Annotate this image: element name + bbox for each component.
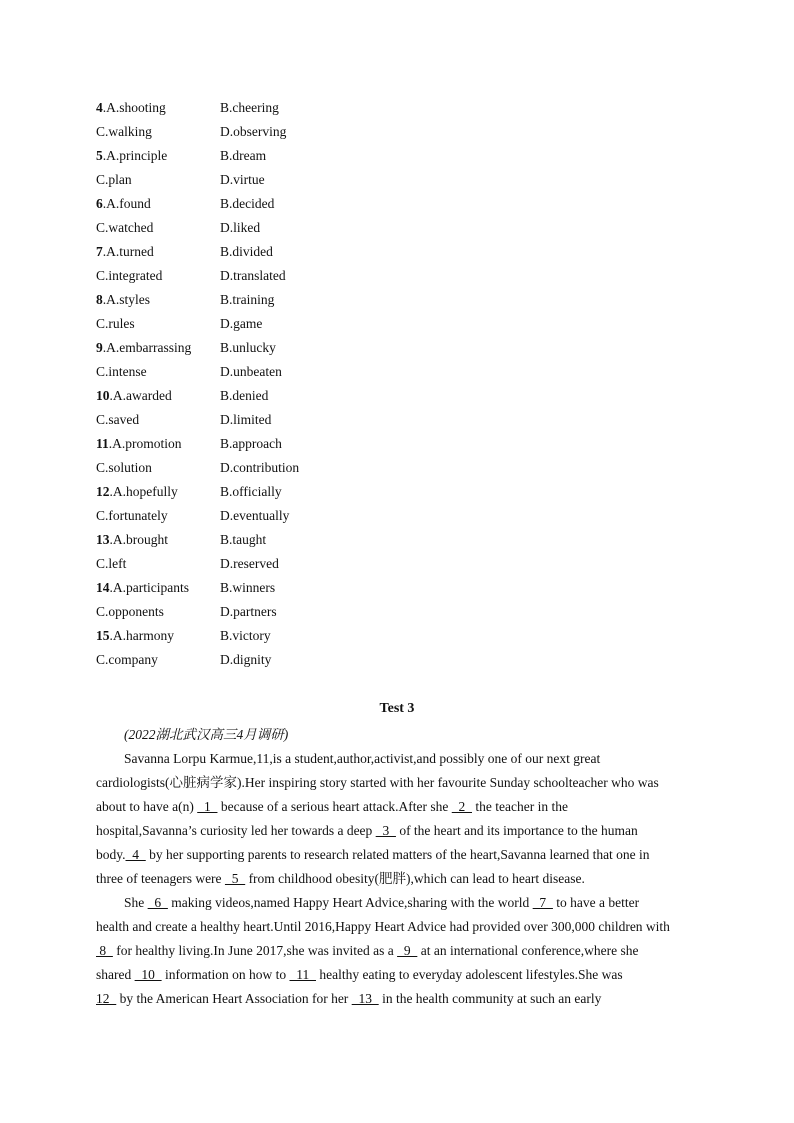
question-number: 9 <box>96 340 103 355</box>
option-a-text: .A.brought <box>109 532 168 547</box>
option-row <box>96 506 656 530</box>
option-c: C.left <box>96 556 127 571</box>
passage-text: at an international conference,where she <box>417 943 639 958</box>
option-a-text: .A.turned <box>102 244 154 259</box>
passage-text: health and create a healthy heart.Until 2016,Happy Heart Advice had provided over 300,000 children with <box>96 919 670 934</box>
option-a <box>96 530 220 554</box>
question-number: 14 <box>96 580 110 595</box>
option-a-text: .A.awarded <box>109 388 172 403</box>
option-b: B.unlucky <box>220 340 276 355</box>
option-row <box>96 626 656 650</box>
option-row <box>96 602 656 626</box>
passage-line <box>96 915 696 939</box>
option-c: C.company <box>96 652 158 667</box>
option-c: C.saved <box>96 412 140 427</box>
option-d: D.unbeaten <box>220 364 282 379</box>
passage-text: about to have a(n) <box>96 799 198 814</box>
option-row <box>96 530 656 554</box>
passage-line <box>96 891 696 915</box>
option-b: B.denied <box>220 388 269 403</box>
option-a-text: .A.hopefully <box>109 484 178 499</box>
source-line <box>96 723 696 747</box>
question-number: 6 <box>96 196 103 211</box>
question-number: 13 <box>96 532 110 547</box>
option-a <box>96 434 220 458</box>
option-row <box>96 362 656 386</box>
answer-blank: 7 <box>532 895 553 910</box>
option-row <box>96 386 656 410</box>
passage-text: of the heart and its importance to the human <box>395 823 638 838</box>
option-row <box>96 290 656 314</box>
option-d: D.dignity <box>220 652 272 667</box>
option-a-text: .A.shooting <box>102 100 166 115</box>
option-a-text: .A.found <box>102 196 151 211</box>
option-a <box>96 290 220 314</box>
option-a <box>96 98 220 122</box>
option-row <box>96 314 656 338</box>
option-row <box>96 146 656 170</box>
option-row <box>96 578 656 602</box>
passage-text: from childhood obesity(肥胖),which can lead to heart disease. <box>245 871 585 886</box>
answer-blank: 6 <box>147 895 168 910</box>
option-c: C.integrated <box>96 268 163 283</box>
option-row <box>96 194 656 218</box>
passage-line <box>96 819 696 843</box>
passage-line <box>96 795 696 819</box>
question-number: 5 <box>96 148 103 163</box>
passage-text: Savanna Lorpu Karmue,11,is a student,author,activist,and possibly one of our next great <box>124 751 601 766</box>
answer-blank: 4 <box>125 847 146 862</box>
option-b: B.cheering <box>220 100 279 115</box>
answer-blank: 3 <box>375 823 396 838</box>
option-d: D.observing <box>220 124 287 139</box>
option-a <box>96 578 220 602</box>
option-d: D.partners <box>220 604 277 619</box>
option-a-text: .A.principle <box>102 148 168 163</box>
question-number: 7 <box>96 244 103 259</box>
question-number: 8 <box>96 292 103 307</box>
option-a <box>96 482 220 506</box>
answer-blank: 11 <box>289 967 316 982</box>
option-row <box>96 482 656 506</box>
answer-blank: 1 <box>197 799 218 814</box>
passage-line <box>96 747 696 771</box>
option-c: C.plan <box>96 172 132 187</box>
option-row <box>96 266 656 290</box>
option-row <box>96 434 656 458</box>
option-c: C.intense <box>96 364 147 379</box>
passage <box>96 723 696 1011</box>
option-row <box>96 170 656 194</box>
passage-text: by her supporting parents to research related matters of the heart,Savanna learned that one in <box>145 847 650 862</box>
option-a-text: .A.participants <box>109 580 189 595</box>
option-b: B.taught <box>220 532 267 547</box>
passage-text: cardiologists(心脏病学家).Her inspiring story started with her favourite Sunday schoolteacher who was <box>96 775 659 790</box>
passage-text: She <box>124 895 148 910</box>
answer-blank: 5 <box>224 871 246 886</box>
option-a-text: .A.styles <box>102 292 150 307</box>
passage-text: shared <box>96 967 135 982</box>
passage-text: making videos,named Happy Heart Advice,sharing with the world <box>167 895 533 910</box>
option-row <box>96 554 656 578</box>
option-b: B.officially <box>220 484 282 499</box>
option-row <box>96 338 656 362</box>
option-a-text: .A.embarrassing <box>102 340 192 355</box>
answer-blank: 9 <box>397 943 418 958</box>
option-a <box>96 386 220 410</box>
option-c: C.walking <box>96 124 152 139</box>
option-d: D.limited <box>220 412 272 427</box>
answer-options <box>96 98 656 674</box>
answer-blank: 13 <box>351 991 379 1006</box>
option-d: D.virtue <box>220 172 265 187</box>
option-d: D.eventually <box>220 508 290 523</box>
option-d: D.reserved <box>220 556 279 571</box>
answer-blank: 10 <box>134 967 162 982</box>
answer-blank: 2 <box>451 799 472 814</box>
passage-line <box>96 771 696 795</box>
passage-line <box>96 963 696 987</box>
option-a <box>96 146 220 170</box>
option-a-text: .A.promotion <box>108 436 182 451</box>
passage-text: for healthy living.In June 2017,she was invited as a <box>112 943 398 958</box>
option-d: D.liked <box>220 220 261 235</box>
option-c: C.fortunately <box>96 508 168 523</box>
passage-text: to have a better <box>552 895 640 910</box>
passage-line <box>96 987 696 1011</box>
option-row <box>96 458 656 482</box>
answer-blank: 8 <box>96 943 113 958</box>
option-c: C.solution <box>96 460 152 475</box>
option-a <box>96 194 220 218</box>
passage-line <box>96 867 696 891</box>
option-b: B.victory <box>220 628 271 643</box>
passage-text: because of a serious heart attack.After she <box>217 799 452 814</box>
option-c: C.watched <box>96 220 154 235</box>
passage-text: the teacher in the <box>472 799 568 814</box>
passage-text: three of teenagers were <box>96 871 225 886</box>
test-title: Test 3 <box>379 701 415 716</box>
question-number: 11 <box>96 436 109 451</box>
option-b: B.decided <box>220 196 275 211</box>
passage-text: in the health community at such an early <box>378 991 602 1006</box>
option-row <box>96 242 656 266</box>
option-b: B.approach <box>220 436 282 451</box>
option-b: B.divided <box>220 244 273 259</box>
option-row <box>96 218 656 242</box>
question-number: 15 <box>96 628 110 643</box>
question-number: 10 <box>96 388 110 403</box>
option-d: D.game <box>220 316 263 331</box>
passage-text: healthy eating to everyday adolescent lifestyles.She was <box>315 967 623 982</box>
passage-text: body. <box>96 847 126 862</box>
passage-line <box>96 843 696 867</box>
option-row <box>96 98 656 122</box>
option-a <box>96 242 220 266</box>
passage-text: by the American Heart Association for her <box>116 991 352 1006</box>
option-c: C.rules <box>96 316 135 331</box>
answer-blank: 12 <box>96 991 117 1006</box>
option-a-text: .A.harmony <box>109 628 174 643</box>
option-row <box>96 122 656 146</box>
question-number: 12 <box>96 484 110 499</box>
option-a <box>96 626 220 650</box>
option-b: B.winners <box>220 580 276 595</box>
passage-line <box>96 939 696 963</box>
source-note: (2022湖北武汉高三4月调研) <box>124 727 289 742</box>
option-row <box>96 410 656 434</box>
passage-text: information on how to <box>161 967 290 982</box>
passage-text: hospital,Savanna’s curiosity led her towards a deep <box>96 823 376 838</box>
option-a <box>96 338 220 362</box>
option-b: B.dream <box>220 148 267 163</box>
option-d: D.contribution <box>220 460 300 475</box>
option-c: C.opponents <box>96 604 164 619</box>
option-row <box>96 650 656 674</box>
option-d: D.translated <box>220 268 286 283</box>
option-b: B.training <box>220 292 275 307</box>
question-number: 4 <box>96 100 103 115</box>
